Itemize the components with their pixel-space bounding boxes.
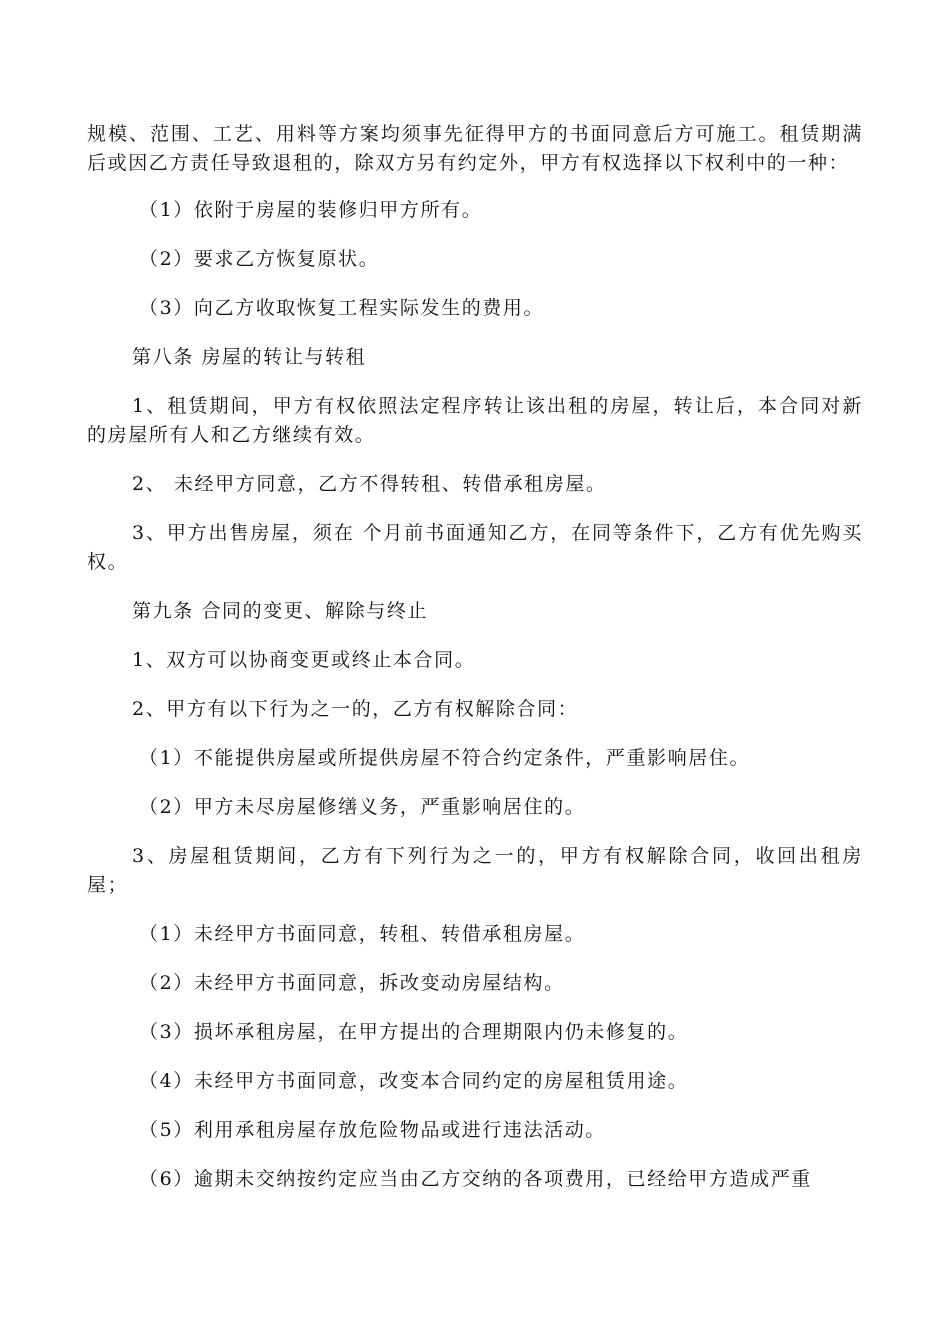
list-item-option-3: （3）向乙方收取恢复工程实际发生的费用。 [139,297,545,319]
list-item-9-3-5: （5）利用承租房屋存放危险物品或进行违法活动。 [139,1119,606,1141]
clause-9-2: 2、甲方有以下行为之一的，乙方有权解除合同： [132,698,579,720]
section-heading-article-9: 第九条 合同的变更、解除与终止 [132,600,429,622]
list-item-9-2-2: （2）甲方未尽房屋修缮义务，严重影响居住的。 [139,796,586,818]
clause-9-1: 1、双方可以协商变更或终止本合同。 [132,649,476,671]
list-item-9-3-6: （6）逾期未交纳按约定应当由乙方交纳的各项费用，已经给甲方造成严重 [139,1168,812,1190]
clause-9-3: 3、房屋租赁期间，乙方有下列行为之一的，甲方有权解除合同，收回出租房屋； [87,845,863,896]
list-item-9-2-1: （1）不能提供房屋或所提供房屋不符合约定条件，严重影响居住。 [139,747,751,769]
section-heading-article-8: 第八条 房屋的转让与转租 [132,346,367,368]
document-body [87,120,863,1214]
list-item-9-3-3: （3）损坏承租房屋，在甲方提出的合理期限内仍未修复的。 [139,1021,689,1043]
paragraph-renovation-terms: 规模、范围、工艺、用料等方案均须事先征得甲方的书面同意后方可施工。租赁期满后或因乙方责任导致退租的，除双方另有约定外，甲方有权选择以下权利中的一种： [87,123,863,174]
list-item-option-1: （1）依附于房屋的装修归甲方所有。 [139,199,483,221]
list-item-9-3-1: （1）未经甲方书面同意，转租、转借承租房屋。 [139,923,586,945]
list-item-9-3-2: （2）未经甲方书面同意，拆改变动房屋结构。 [139,972,565,994]
clause-8-3: 3、甲方出售房屋，须在 个月前书面通知乙方，在同等条件下，乙方有优先购买权。 [87,522,863,573]
clause-8-1: 1、租赁期间，甲方有权依照法定程序转让该出租的房屋，转让后，本合同对新的房屋所有人和乙方继续有效。 [87,395,863,446]
list-item-9-3-4: （4）未经甲方书面同意，改变本合同约定的房屋租赁用途。 [139,1070,689,1092]
clause-8-2: 2、 未经甲方同意，乙方不得转租、转借承租房屋。 [132,473,607,495]
list-item-option-2: （2）要求乙方恢复原状。 [139,248,380,270]
